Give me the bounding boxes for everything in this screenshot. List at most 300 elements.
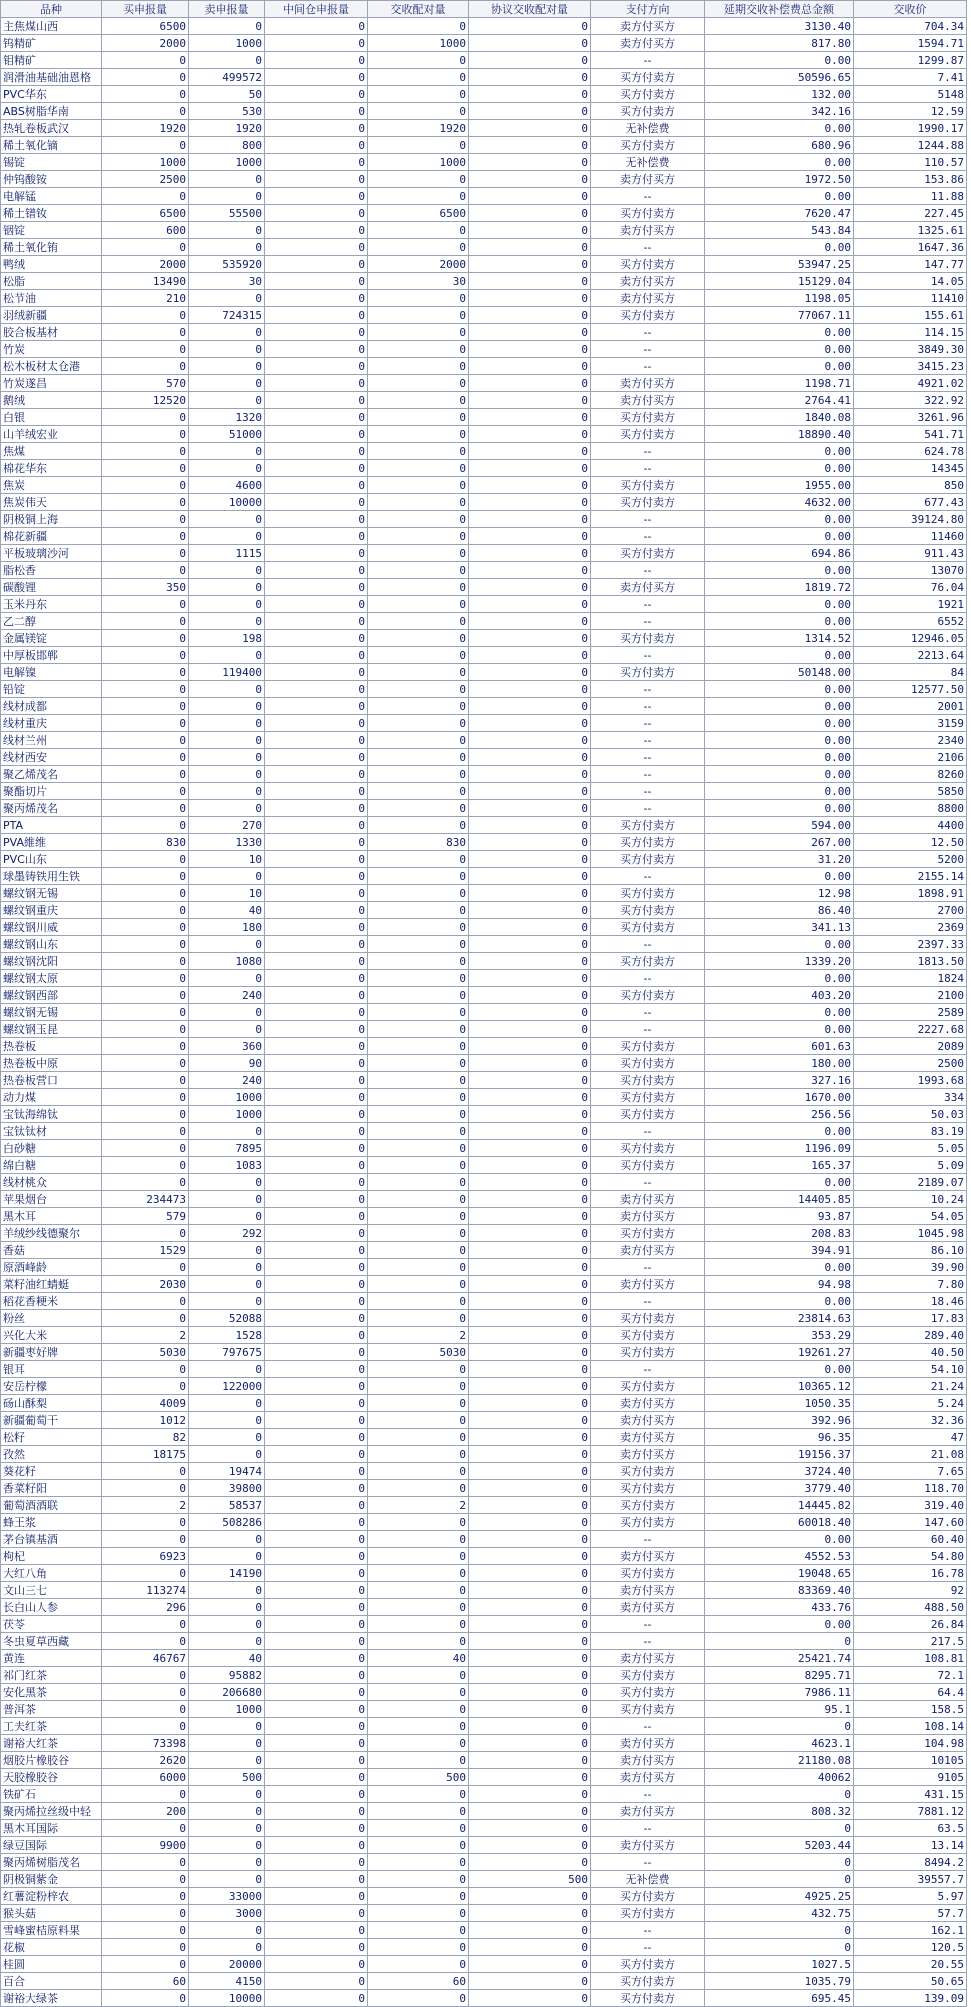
variety-cell: 线材成都 xyxy=(1,698,102,715)
variety-cell: 新疆葡萄干 xyxy=(1,1412,102,1429)
variety-cell: 天胶橡胶谷 xyxy=(1,1769,102,1786)
compensation-total-cell: 1840.08 xyxy=(705,409,854,426)
payment-direction-cell: -- xyxy=(591,1616,705,1633)
buy-declared-cell: 0 xyxy=(102,1225,189,1242)
delivery-price-cell: 86.10 xyxy=(854,1242,967,1259)
payment-direction-cell: 卖方付买方 xyxy=(591,375,705,392)
buy-declared-cell: 600 xyxy=(102,222,189,239)
delivery-matched-cell: 0 xyxy=(368,18,469,35)
payment-direction-cell: 卖方付买方 xyxy=(591,1548,705,1565)
intermediate-declared-cell: 0 xyxy=(265,426,368,443)
payment-direction-cell: 买方付卖方 xyxy=(591,902,705,919)
variety-cell: 螺纹钢重庆 xyxy=(1,902,102,919)
payment-direction-cell: 买方付卖方 xyxy=(591,919,705,936)
agreement-matched-cell: 0 xyxy=(469,1769,591,1786)
payment-direction-cell: -- xyxy=(591,596,705,613)
payment-direction-cell: 卖方付买方 xyxy=(591,222,705,239)
delivery-price-cell: 677.43 xyxy=(854,494,967,511)
agreement-matched-cell: 0 xyxy=(469,1735,591,1752)
buy-declared-cell: 0 xyxy=(102,817,189,834)
intermediate-declared-cell: 0 xyxy=(265,1820,368,1837)
sell-declared-cell: 0 xyxy=(189,1004,265,1021)
agreement-matched-cell: 0 xyxy=(469,290,591,307)
buy-declared-cell: 1000 xyxy=(102,154,189,171)
buy-declared-cell: 0 xyxy=(102,1905,189,1922)
table-row xyxy=(1,1769,967,1786)
variety-cell: 白银 xyxy=(1,409,102,426)
variety-cell: 电解镍 xyxy=(1,664,102,681)
compensation-total-cell: 0.00 xyxy=(705,1004,854,1021)
delivery-matched-cell: 0 xyxy=(368,1939,469,1956)
sell-declared-cell: 1115 xyxy=(189,545,265,562)
delivery-matched-cell: 0 xyxy=(368,1463,469,1480)
agreement-matched-cell: 0 xyxy=(469,953,591,970)
agreement-matched-cell: 0 xyxy=(469,1990,591,2007)
payment-direction-cell: 买方付卖方 xyxy=(591,1140,705,1157)
table-row xyxy=(1,477,967,494)
intermediate-declared-cell: 0 xyxy=(265,1922,368,1939)
compensation-total-cell: 3724.40 xyxy=(705,1463,854,1480)
sell-declared-cell: 1080 xyxy=(189,953,265,970)
sell-declared-cell: 0 xyxy=(189,460,265,477)
delivery-price-cell: 50.03 xyxy=(854,1106,967,1123)
table-row xyxy=(1,1463,967,1480)
variety-cell: 绿豆国际 xyxy=(1,1837,102,1854)
variety-cell: 菜籽油红蜻蜓 xyxy=(1,1276,102,1293)
sell-declared-cell: 1528 xyxy=(189,1327,265,1344)
table-row xyxy=(1,1837,967,1854)
delivery-matched-cell: 0 xyxy=(368,1089,469,1106)
intermediate-declared-cell: 0 xyxy=(265,613,368,630)
agreement-matched-cell: 0 xyxy=(469,528,591,545)
payment-direction-cell: 买方付卖方 xyxy=(591,205,705,222)
buy-declared-cell: 13490 xyxy=(102,273,189,290)
compensation-total-cell: 0.00 xyxy=(705,1293,854,1310)
variety-cell: 锡锭 xyxy=(1,154,102,171)
variety-cell: 热卷板中原 xyxy=(1,1055,102,1072)
delivery-price-cell: 104.98 xyxy=(854,1735,967,1752)
payment-direction-cell: 卖方付买方 xyxy=(591,18,705,35)
agreement-matched-cell: 500 xyxy=(469,1871,591,1888)
agreement-matched-cell: 0 xyxy=(469,358,591,375)
intermediate-declared-cell: 0 xyxy=(265,69,368,86)
delivery-matched-cell: 0 xyxy=(368,562,469,579)
agreement-matched-cell: 0 xyxy=(469,1837,591,1854)
sell-declared-cell: 10 xyxy=(189,885,265,902)
agreement-matched-cell: 0 xyxy=(469,749,591,766)
intermediate-declared-cell: 0 xyxy=(265,1497,368,1514)
table-row xyxy=(1,494,967,511)
compensation-total-cell: 60018.40 xyxy=(705,1514,854,1531)
intermediate-declared-cell: 0 xyxy=(265,188,368,205)
variety-cell: 竹炭遂昌 xyxy=(1,375,102,392)
table-row xyxy=(1,69,967,86)
agreement-matched-cell: 0 xyxy=(469,1140,591,1157)
delivery-price-cell: 5.05 xyxy=(854,1140,967,1157)
variety-cell: 黑木耳 xyxy=(1,1208,102,1225)
payment-direction-cell: 无补偿费 xyxy=(591,120,705,137)
payment-direction-cell: 买方付卖方 xyxy=(591,1701,705,1718)
table-row xyxy=(1,1565,967,1582)
buy-declared-cell: 6500 xyxy=(102,205,189,222)
sell-declared-cell: 10000 xyxy=(189,494,265,511)
variety-cell: 烟胶片橡胶谷 xyxy=(1,1752,102,1769)
agreement-matched-cell: 0 xyxy=(469,868,591,885)
buy-declared-cell: 0 xyxy=(102,766,189,783)
buy-declared-cell: 0 xyxy=(102,1888,189,1905)
intermediate-declared-cell: 0 xyxy=(265,1242,368,1259)
intermediate-declared-cell: 0 xyxy=(265,1293,368,1310)
sell-declared-cell: 0 xyxy=(189,936,265,953)
compensation-total-cell: 432.75 xyxy=(705,1905,854,1922)
payment-direction-cell: 买方付卖方 xyxy=(591,137,705,154)
delivery-matched-cell: 6500 xyxy=(368,205,469,222)
buy-declared-cell: 46767 xyxy=(102,1650,189,1667)
delivery-price-cell: 1594.71 xyxy=(854,35,967,52)
agreement-matched-cell: 0 xyxy=(469,494,591,511)
sell-declared-cell: 180 xyxy=(189,919,265,936)
delivery-price-cell: 12.50 xyxy=(854,834,967,851)
payment-direction-cell: 买方付卖方 xyxy=(591,1667,705,1684)
intermediate-declared-cell: 0 xyxy=(265,1259,368,1276)
intermediate-declared-cell: 0 xyxy=(265,1854,368,1871)
payment-direction-cell: 卖方付买方 xyxy=(591,1208,705,1225)
variety-cell: 雪峰蜜桔原料果 xyxy=(1,1922,102,1939)
delivery-price-cell: 10105 xyxy=(854,1752,967,1769)
variety-cell: 玉米丹东 xyxy=(1,596,102,613)
compensation-total-cell: 50596.65 xyxy=(705,69,854,86)
compensation-total-cell: 19048.65 xyxy=(705,1565,854,1582)
sell-declared-cell: 0 xyxy=(189,1752,265,1769)
variety-cell: 金属镁锭 xyxy=(1,630,102,647)
buy-declared-cell: 0 xyxy=(102,86,189,103)
agreement-matched-cell: 0 xyxy=(469,732,591,749)
compensation-total-cell: 0.00 xyxy=(705,698,854,715)
agreement-matched-cell: 0 xyxy=(469,273,591,290)
buy-declared-cell: 0 xyxy=(102,698,189,715)
compensation-total-cell: 19156.37 xyxy=(705,1446,854,1463)
payment-direction-cell: 买方付卖方 xyxy=(591,1565,705,1582)
delivery-matched-cell: 0 xyxy=(368,171,469,188)
agreement-matched-cell: 0 xyxy=(469,1004,591,1021)
table-row xyxy=(1,1208,967,1225)
table-row xyxy=(1,1922,967,1939)
sell-declared-cell: 0 xyxy=(189,1548,265,1565)
delivery-price-cell: 39124.80 xyxy=(854,511,967,528)
variety-cell: 棉花新疆 xyxy=(1,528,102,545)
buy-declared-cell: 6000 xyxy=(102,1769,189,1786)
payment-direction-cell: 买方付卖方 xyxy=(591,834,705,851)
agreement-matched-cell: 0 xyxy=(469,409,591,426)
delivery-matched-cell: 0 xyxy=(368,1616,469,1633)
payment-direction-cell: 卖方付买方 xyxy=(591,1582,705,1599)
compensation-total-cell: 1035.79 xyxy=(705,1973,854,1990)
payment-direction-cell: 买方付卖方 xyxy=(591,1973,705,1990)
agreement-matched-cell: 0 xyxy=(469,239,591,256)
compensation-total-cell: 601.63 xyxy=(705,1038,854,1055)
intermediate-declared-cell: 0 xyxy=(265,205,368,222)
variety-cell: 竹炭 xyxy=(1,341,102,358)
table-row xyxy=(1,868,967,885)
buy-declared-cell: 2620 xyxy=(102,1752,189,1769)
delivery-price-cell: 162.1 xyxy=(854,1922,967,1939)
table-row xyxy=(1,1514,967,1531)
table-row xyxy=(1,35,967,52)
agreement-matched-cell: 0 xyxy=(469,1191,591,1208)
variety-cell: 葵花籽 xyxy=(1,1463,102,1480)
sell-declared-cell: 0 xyxy=(189,868,265,885)
buy-declared-cell: 0 xyxy=(102,664,189,681)
delivery-price-cell: 7.65 xyxy=(854,1463,967,1480)
table-row xyxy=(1,596,967,613)
delivery-matched-cell: 0 xyxy=(368,1191,469,1208)
buy-declared-cell: 12520 xyxy=(102,392,189,409)
payment-direction-cell: 卖方付买方 xyxy=(591,171,705,188)
sell-declared-cell: 0 xyxy=(189,52,265,69)
payment-direction-cell: 卖方付买方 xyxy=(591,579,705,596)
table-row xyxy=(1,18,967,35)
header-variety: 品种 xyxy=(1,1,102,18)
sell-declared-cell: 0 xyxy=(189,970,265,987)
delivery-matched-cell: 0 xyxy=(368,936,469,953)
variety-cell: 银耳 xyxy=(1,1361,102,1378)
sell-declared-cell: 0 xyxy=(189,1939,265,1956)
compensation-total-cell: 680.96 xyxy=(705,137,854,154)
agreement-matched-cell: 0 xyxy=(469,800,591,817)
table-row xyxy=(1,1701,967,1718)
buy-declared-cell: 2 xyxy=(102,1497,189,1514)
buy-declared-cell: 0 xyxy=(102,1123,189,1140)
buy-declared-cell: 0 xyxy=(102,52,189,69)
compensation-total-cell: 95.1 xyxy=(705,1701,854,1718)
agreement-matched-cell: 0 xyxy=(469,885,591,902)
table-row xyxy=(1,1361,967,1378)
buy-declared-cell: 0 xyxy=(102,1684,189,1701)
sell-declared-cell: 500 xyxy=(189,1769,265,1786)
delivery-matched-cell: 0 xyxy=(368,307,469,324)
table-row xyxy=(1,715,967,732)
sell-declared-cell: 0 xyxy=(189,1293,265,1310)
payment-direction-cell: 卖方付买方 xyxy=(591,1735,705,1752)
payment-direction-cell: 卖方付买方 xyxy=(591,1803,705,1820)
payment-direction-cell: -- xyxy=(591,1820,705,1837)
delivery-price-cell: 158.5 xyxy=(854,1701,967,1718)
intermediate-declared-cell: 0 xyxy=(265,324,368,341)
agreement-matched-cell: 0 xyxy=(469,426,591,443)
delivery-price-cell: 2589 xyxy=(854,1004,967,1021)
delivery-price-cell: 4921.02 xyxy=(854,375,967,392)
variety-cell: 螺纹钢玉昆 xyxy=(1,1021,102,1038)
compensation-total-cell: 96.35 xyxy=(705,1429,854,1446)
delivery-price-cell: 5148 xyxy=(854,86,967,103)
table-row xyxy=(1,1429,967,1446)
intermediate-declared-cell: 0 xyxy=(265,1446,368,1463)
agreement-matched-cell: 0 xyxy=(469,18,591,35)
sell-declared-cell: 0 xyxy=(189,766,265,783)
intermediate-declared-cell: 0 xyxy=(265,1633,368,1650)
delivery-price-cell: 153.86 xyxy=(854,171,967,188)
delivery-matched-cell: 5030 xyxy=(368,1344,469,1361)
table-row xyxy=(1,511,967,528)
compensation-total-cell: 4552.53 xyxy=(705,1548,854,1565)
payment-direction-cell: -- xyxy=(591,358,705,375)
delivery-matched-cell: 40 xyxy=(368,1650,469,1667)
delivery-price-cell: 108.14 xyxy=(854,1718,967,1735)
table-row xyxy=(1,290,967,307)
payment-direction-cell: 卖方付买方 xyxy=(591,273,705,290)
delivery-matched-cell: 0 xyxy=(368,1667,469,1684)
intermediate-declared-cell: 0 xyxy=(265,1888,368,1905)
variety-cell: 松籽 xyxy=(1,1429,102,1446)
compensation-total-cell: 0 xyxy=(705,1718,854,1735)
variety-cell: 冬虫夏草西藏 xyxy=(1,1633,102,1650)
buy-declared-cell: 0 xyxy=(102,1939,189,1956)
intermediate-declared-cell: 0 xyxy=(265,290,368,307)
compensation-total-cell: 14405.85 xyxy=(705,1191,854,1208)
buy-declared-cell: 0 xyxy=(102,1021,189,1038)
compensation-total-cell: 0.00 xyxy=(705,562,854,579)
agreement-matched-cell: 0 xyxy=(469,35,591,52)
buy-declared-cell: 0 xyxy=(102,1174,189,1191)
payment-direction-cell: -- xyxy=(591,647,705,664)
table-row xyxy=(1,171,967,188)
delivery-price-cell: 7.41 xyxy=(854,69,967,86)
payment-direction-cell: 卖方付买方 xyxy=(591,1446,705,1463)
agreement-matched-cell: 0 xyxy=(469,1242,591,1259)
delivery-matched-cell: 0 xyxy=(368,1174,469,1191)
compensation-total-cell: 0.00 xyxy=(705,732,854,749)
buy-declared-cell: 18175 xyxy=(102,1446,189,1463)
variety-cell: 焦炭 xyxy=(1,477,102,494)
agreement-matched-cell: 0 xyxy=(469,579,591,596)
sell-declared-cell: 0 xyxy=(189,528,265,545)
delivery-price-cell: 26.84 xyxy=(854,1616,967,1633)
sell-declared-cell: 1083 xyxy=(189,1157,265,1174)
delivery-matched-cell: 0 xyxy=(368,1446,469,1463)
payment-direction-cell: 卖方付买方 xyxy=(591,1429,705,1446)
sell-declared-cell: 30 xyxy=(189,273,265,290)
delivery-matched-cell: 0 xyxy=(368,1004,469,1021)
delivery-price-cell: 1990.17 xyxy=(854,120,967,137)
sell-declared-cell: 1000 xyxy=(189,154,265,171)
intermediate-declared-cell: 0 xyxy=(265,1565,368,1582)
sell-declared-cell: 0 xyxy=(189,1412,265,1429)
agreement-matched-cell: 0 xyxy=(469,1106,591,1123)
variety-cell: 聚酯切片 xyxy=(1,783,102,800)
delivery-price-cell: 1993.68 xyxy=(854,1072,967,1089)
compensation-total-cell: 0.00 xyxy=(705,1174,854,1191)
buy-declared-cell: 0 xyxy=(102,1004,189,1021)
delivery-matched-cell: 0 xyxy=(368,1123,469,1140)
agreement-matched-cell: 0 xyxy=(469,817,591,834)
compensation-total-cell: 0.00 xyxy=(705,460,854,477)
delivery-matched-cell: 0 xyxy=(368,324,469,341)
delivery-matched-cell: 0 xyxy=(368,1905,469,1922)
sell-declared-cell: 198 xyxy=(189,630,265,647)
delivery-matched-cell: 0 xyxy=(368,817,469,834)
intermediate-declared-cell: 0 xyxy=(265,1480,368,1497)
compensation-total-cell: 4623.1 xyxy=(705,1735,854,1752)
compensation-total-cell: 4925.25 xyxy=(705,1888,854,1905)
buy-declared-cell: 6923 xyxy=(102,1548,189,1565)
variety-cell: 中厚板邯郸 xyxy=(1,647,102,664)
buy-declared-cell: 0 xyxy=(102,1378,189,1395)
agreement-matched-cell: 0 xyxy=(469,715,591,732)
agreement-matched-cell: 0 xyxy=(469,188,591,205)
variety-cell: 白砂糖 xyxy=(1,1140,102,1157)
buy-declared-cell: 2500 xyxy=(102,171,189,188)
compensation-total-cell: 0.00 xyxy=(705,783,854,800)
intermediate-declared-cell: 0 xyxy=(265,1650,368,1667)
table-row xyxy=(1,1072,967,1089)
intermediate-declared-cell: 0 xyxy=(265,1174,368,1191)
sell-declared-cell: 0 xyxy=(189,1021,265,1038)
agreement-matched-cell: 0 xyxy=(469,443,591,460)
agreement-matched-cell: 0 xyxy=(469,1123,591,1140)
delivery-price-cell: 1813.50 xyxy=(854,953,967,970)
table-row xyxy=(1,1055,967,1072)
payment-direction-cell: -- xyxy=(591,460,705,477)
delivery-matched-cell: 0 xyxy=(368,341,469,358)
compensation-total-cell: 267.00 xyxy=(705,834,854,851)
agreement-matched-cell: 0 xyxy=(469,1684,591,1701)
table-row xyxy=(1,52,967,69)
table-row xyxy=(1,1021,967,1038)
compensation-total-cell: 1196.09 xyxy=(705,1140,854,1157)
sell-declared-cell: 122000 xyxy=(189,1378,265,1395)
compensation-total-cell: 77067.11 xyxy=(705,307,854,324)
delivery-matched-cell: 0 xyxy=(368,1429,469,1446)
compensation-total-cell: 8295.71 xyxy=(705,1667,854,1684)
table-row xyxy=(1,1820,967,1837)
buy-declared-cell: 0 xyxy=(102,307,189,324)
delivery-price-cell: 14.05 xyxy=(854,273,967,290)
delivery-price-cell: 54.05 xyxy=(854,1208,967,1225)
intermediate-declared-cell: 0 xyxy=(265,936,368,953)
buy-declared-cell: 200 xyxy=(102,1803,189,1820)
delivery-price-cell: 39.90 xyxy=(854,1259,967,1276)
delivery-price-cell: 57.7 xyxy=(854,1905,967,1922)
agreement-matched-cell: 0 xyxy=(469,1429,591,1446)
delivery-matched-cell: 2000 xyxy=(368,256,469,273)
delivery-price-cell: 114.15 xyxy=(854,324,967,341)
compensation-total-cell: 0.00 xyxy=(705,647,854,664)
sell-declared-cell: 530 xyxy=(189,103,265,120)
delivery-price-cell: 2227.68 xyxy=(854,1021,967,1038)
compensation-total-cell: 341.13 xyxy=(705,919,854,936)
table-row xyxy=(1,1480,967,1497)
table-row xyxy=(1,834,967,851)
agreement-matched-cell: 0 xyxy=(469,647,591,664)
payment-direction-cell: -- xyxy=(591,1123,705,1140)
delivery-matched-cell: 0 xyxy=(368,1378,469,1395)
variety-cell: 长白山人参 xyxy=(1,1599,102,1616)
payment-direction-cell: -- xyxy=(591,239,705,256)
buy-declared-cell: 9900 xyxy=(102,1837,189,1854)
delivery-matched-cell: 0 xyxy=(368,392,469,409)
delivery-price-cell: 18.46 xyxy=(854,1293,967,1310)
delivery-price-cell: 5.97 xyxy=(854,1888,967,1905)
delivery-price-cell: 2100 xyxy=(854,987,967,1004)
variety-cell: 茅台镇基酒 xyxy=(1,1531,102,1548)
buy-declared-cell: 0 xyxy=(102,1990,189,2007)
payment-direction-cell: -- xyxy=(591,528,705,545)
header-delivery-price: 交收价 xyxy=(854,1,967,18)
sell-declared-cell: 800 xyxy=(189,137,265,154)
buy-declared-cell: 0 xyxy=(102,1310,189,1327)
table-row xyxy=(1,1310,967,1327)
delivery-price-cell: 11460 xyxy=(854,528,967,545)
